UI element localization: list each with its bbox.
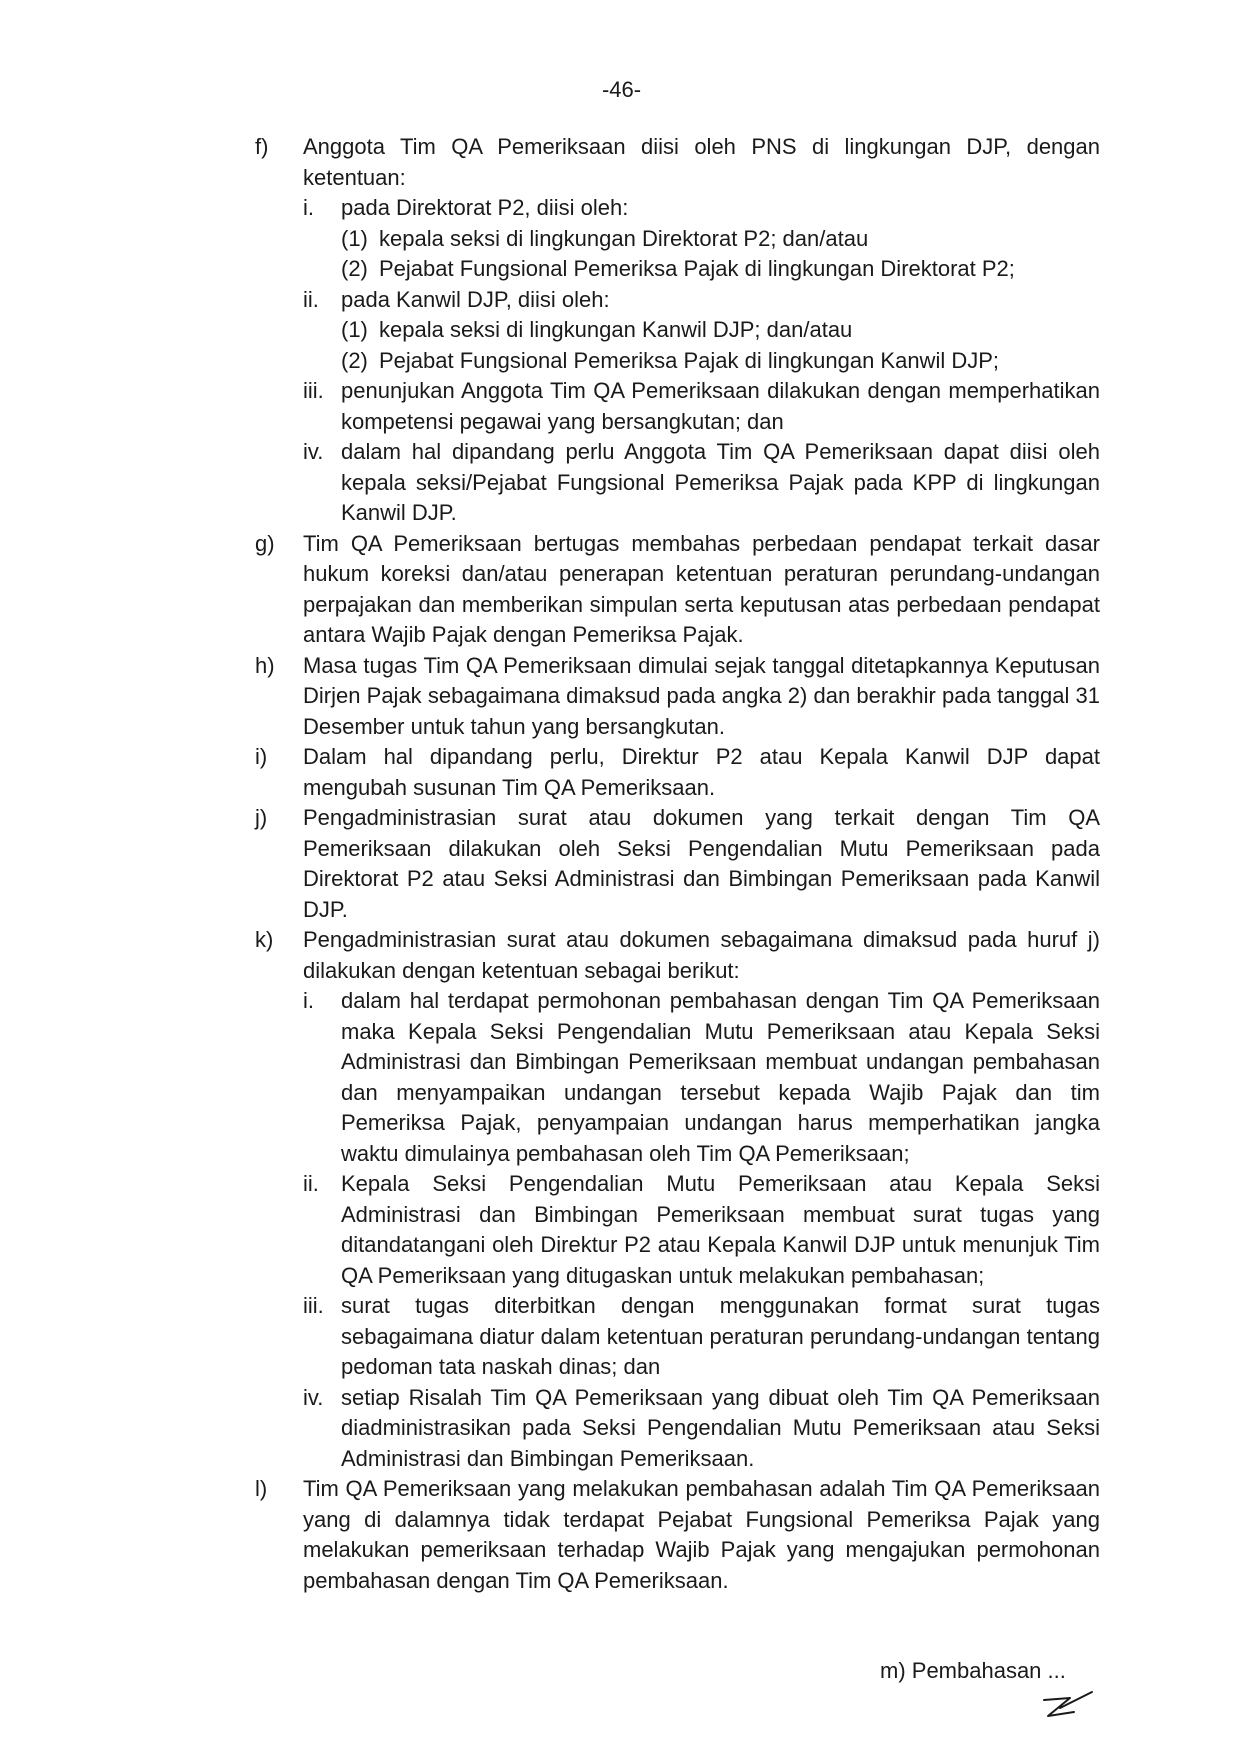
sub-item-marker: iii.	[303, 1293, 324, 1318]
sub-item-text: pada Direktorat P2, diisi oleh:	[341, 195, 629, 220]
document-body	[255, 132, 1100, 1596]
sub-item-iii	[303, 1291, 1100, 1383]
sub-item-text: dalam hal dipandang perlu Anggota Tim QA Pemeriksaan dapat diisi oleh kepala seksi/Pejabat Fungsional Pemeriksa Pajak pada KPP di lingkungan Kanwil DJP.	[341, 439, 1100, 525]
sub-item-marker: i.	[303, 195, 314, 220]
sub-sub-item-1	[341, 315, 1100, 346]
sub-sub-item-text: Pejabat Fungsional Pemeriksa Pajak di lingkungan Direktorat P2;	[379, 256, 1015, 281]
sub-item-text: surat tugas diterbitkan dengan menggunakan format surat tugas sebagaimana diatur dalam ketentuan peraturan perundang-undangan tentang pedoman tata naskah dinas; dan	[341, 1293, 1100, 1379]
list-item-k	[255, 925, 1100, 1474]
sub-sub-item-text: Pejabat Fungsional Pemeriksa Pajak di lingkungan Kanwil DJP;	[379, 347, 1000, 373]
catchword: m) Pembahasan ...	[880, 1658, 1066, 1683]
sub-item-ii	[303, 1169, 1100, 1291]
list-item-i	[255, 742, 1100, 803]
sub-sub-item-marker: (1)	[341, 225, 368, 251]
sub-item-marker: iv.	[303, 1384, 324, 1410]
sub-item-text: Kepala Seksi Pengendalian Mutu Pemeriksaan atau Kepala Seksi Administrasi dan Bimbingan Pemeriksaan membuat surat tugas yang ditandatangani oleh Direktur P2 atau Kepala Kanwil DJP untuk menunjuk Tim QA Pemeriksaan yang ditugaskan untuk melakukan pembahasan;	[341, 1171, 1100, 1288]
page-number: -46-	[601, 77, 642, 102]
item-text: Tim QA Pemeriksaan yang melakukan pembahasan adalah Tim QA Pemeriksaan yang di dalamnya tidak terdapat Pejabat Fungsional Pemeriksa Pajak yang melakukan pemeriksaan terhadap Wajib Pajak yang mengajukan permohonan pembahasan dengan Tim QA Pemeriksaan.	[303, 1476, 1100, 1593]
sub-item-iv	[303, 1383, 1100, 1475]
sub-item-marker: ii.	[303, 1171, 319, 1196]
sub-sub-item-1	[341, 224, 1100, 255]
item-text: Pengadministrasian surat atau dokumen sebagaimana dimaksud pada huruf j) dilakukan dengan ketentuan sebagai berikut:	[303, 927, 1100, 983]
sub-item-i	[303, 193, 1100, 285]
item-text: Dalam hal dipandang perlu, Direktur P2 atau Kepala Kanwil DJP dapat mengubah susunan Tim QA Pemeriksaan.	[303, 744, 1100, 800]
list-item-j	[255, 803, 1100, 925]
list-item-f	[255, 132, 1100, 529]
sub-sub-item-marker: (1)	[341, 317, 368, 342]
sub-item-iv	[303, 437, 1100, 529]
item-text: Masa tugas Tim QA Pemeriksaan dimulai sejak tanggal ditetapkannya Keputusan Dirjen Pajak sebagaimana dimaksud pada angka 2) dan berakhir pada tanggal 31 Desember untuk tahun yang bersangkutan.	[303, 652, 1100, 739]
sub-item-marker: i.	[303, 988, 314, 1013]
sub-item-text: setiap Risalah Tim QA Pemeriksaan yang dibuat oleh Tim QA Pemeriksaan diadministrasikan pada Seksi Pengendalian Mutu Pemeriksaan atau Seksi Administrasi dan Bimbingan Pemeriksaan.	[341, 1384, 1100, 1471]
item-marker: g)	[255, 530, 275, 556]
item-marker: f)	[255, 134, 269, 159]
sub-item-ii	[303, 285, 1100, 377]
sub-sub-item-2	[341, 254, 1100, 285]
item-marker: h)	[255, 652, 275, 678]
sub-item-text: penunjukan Anggota Tim QA Pemeriksaan dilakukan dengan memperhatikan kompetensi pegawai yang bersangkutan; dan	[341, 378, 1100, 434]
sub-sub-item-marker: (2)	[341, 256, 368, 281]
paraf-signature	[1040, 1686, 1100, 1726]
item-text: Tim QA Pemeriksaan bertugas membahas perbedaan pendapat terkait dasar hukum koreksi dan/atau penerapan ketentuan peraturan perundang-undangan perpajakan dan memberikan simpulan serta keputusan atas perbedaan pendapat antara Wajib Pajak dengan Pemeriksa Pajak.	[303, 530, 1100, 647]
list-item-g	[255, 529, 1100, 651]
sub-item-i	[303, 986, 1100, 1169]
sub-item-marker: ii.	[303, 286, 319, 312]
item-marker: i)	[255, 744, 268, 769]
sub-sub-item-2	[341, 346, 1100, 377]
sub-item-marker: iv.	[303, 439, 324, 464]
list-item-l	[255, 1474, 1100, 1596]
item-text: Pengadministrasian surat atau dokumen yang terkait dengan Tim QA Pemeriksaan dilakukan oleh Seksi Pengendalian Mutu Pemeriksaan pada Direktorat P2 atau Seksi Administrasi dan Bimbingan Pemeriksaan pada Kanwil DJP.	[303, 805, 1100, 922]
sub-item-marker: iii.	[303, 378, 324, 403]
sub-item-text: pada Kanwil DJP, diisi oleh:	[341, 286, 610, 312]
sub-sub-item-marker: (2)	[341, 347, 368, 373]
item-text: Anggota Tim QA Pemeriksaan diisi oleh PNS di lingkungan DJP, dengan ketentuan:	[303, 134, 1100, 190]
list-item-h	[255, 651, 1100, 743]
item-marker: k)	[255, 927, 274, 952]
sub-sub-item-text: kepala seksi di lingkungan Direktorat P2; dan/atau	[379, 225, 869, 251]
sub-item-text: dalam hal terdapat permohonan pembahasan dengan Tim QA Pemeriksaan maka Kepala Seksi Pengendalian Mutu Pemeriksaan atau Kepala Seksi Administrasi dan Bimbingan Pemeriksaan membuat undangan pembahasan dan menyampaikan undangan tersebut kepada Wajib Pajak dan tim Pemeriksa Pajak, penyampaian undangan harus memperhatikan jangka waktu dimulainya pembahasan oleh Tim QA Pemeriksaan;	[341, 988, 1100, 1166]
sub-item-iii	[303, 376, 1100, 437]
item-marker: l)	[255, 1476, 268, 1501]
item-marker: j)	[255, 805, 268, 830]
sub-sub-item-text: kepala seksi di lingkungan Kanwil DJP; dan/atau	[379, 317, 853, 342]
